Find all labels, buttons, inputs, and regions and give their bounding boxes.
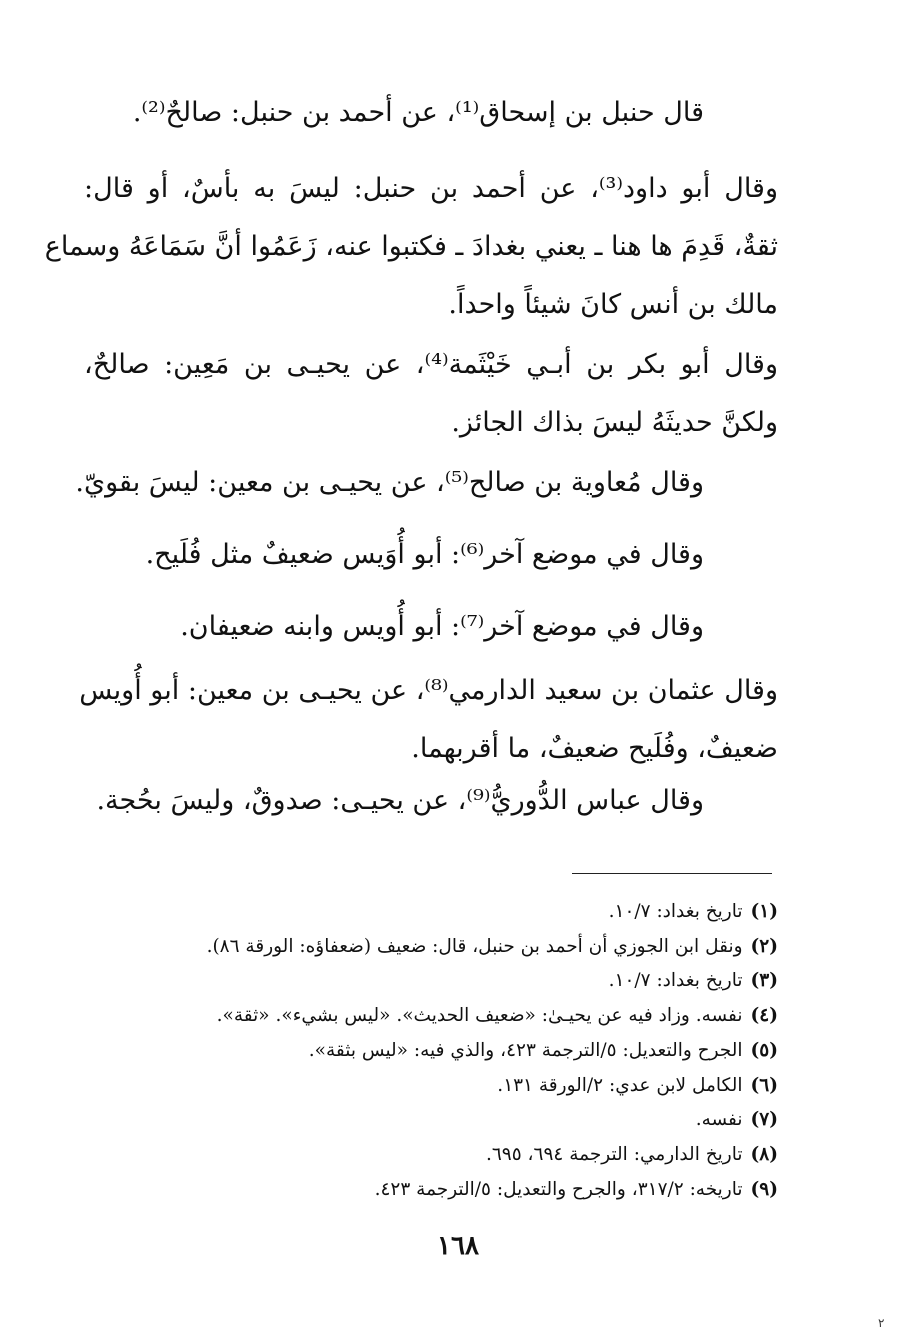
text-line: وقال أبو بكر بن أبـي خَيْثَمة⁽⁴⁾، عن يحيـى بن مَعِين: صالحٌ، [84, 349, 778, 380]
footnote-text: الكامل لابن عدي: ٢/الورقة ١٣١. [497, 1074, 743, 1096]
text-line: وقال عثمان بن سعيد الدارمي⁽⁸⁾، عن يحيـى بن معين: أبو أُويس [79, 675, 778, 706]
text-line: وقال أبو داود⁽³⁾، عن أحمد بن حنبل: ليسَ به بأسٌ، أو قال: [84, 173, 778, 204]
footnote-number: (٢) [750, 935, 778, 957]
text-line: ثقةٌ، قَدِمَ ها هنا ـ يعني بغدادَ ـ فكتبوا عنه، زَعَمُوا أنَّ سَمَاعَهُ وسماع [44, 231, 778, 262]
text-line: ضعيفٌ، وفُلَيح ضعيفٌ، ما أقربهما. [411, 733, 778, 764]
corner-mark: ٢ [878, 1316, 885, 1330]
footnote [207, 1173, 778, 1208]
footnote [207, 964, 778, 999]
footnote-text: ونقل ابن الجوزي أن أحمد بن حنبل، قال: ضعيف (ضعفاؤه: الورقة ٨٦). [206, 935, 743, 957]
footnote [207, 930, 778, 965]
paragraph [75, 454, 704, 512]
text-line: وقال في موضع آخر⁽⁶⁾: أبو أُوَيس ضعيفٌ مثل فُلَيح. [145, 539, 704, 570]
footnote-number: (١) [750, 901, 778, 922]
footnote-number: (٨) [750, 1143, 778, 1165]
footnote [207, 1034, 778, 1069]
footnote-number: (٧) [750, 1109, 778, 1131]
footnote-separator [572, 873, 772, 874]
text-line: قال حنبل بن إسحاق⁽¹⁾، عن أحمد بن حنبل: صالحٌ⁽²⁾. [132, 97, 704, 128]
text-line: وقال في موضع آخر⁽⁷⁾: أبو أُويس وابنه ضعيفان. [180, 611, 704, 642]
footnote [207, 1103, 778, 1138]
footnote-text: نفسه. [695, 1109, 743, 1131]
footnote [207, 999, 778, 1034]
text-line: وقال مُعاوية بن صالح⁽⁵⁾، عن يحيـى بن معين: ليسَ بقويّ. [75, 467, 704, 498]
page-number: ١٦٨ [437, 1231, 479, 1261]
paragraph [180, 598, 704, 656]
paragraph [84, 336, 778, 452]
text-line: مالك بن أنس كانَ شيئاً واحداً. [448, 289, 778, 320]
footnote-text: تاريخه: ٣١٧/٢، والجرح والتعديل: ٥/الترجمة ٤٢٣. [374, 1178, 743, 1200]
footnote-text: تاريخ بغداد: ١٠/٧. [608, 901, 743, 922]
paragraph [79, 662, 778, 778]
footnote [207, 1138, 778, 1173]
paragraph [133, 84, 704, 142]
footnote [207, 895, 778, 930]
footnote-text: تاريخ الدارمي: الترجمة ٦٩٤، ٦٩٥. [485, 1143, 743, 1165]
footnotes [207, 895, 778, 1207]
footnote-number: (٤) [750, 1005, 778, 1027]
footnote-text: الجرح والتعديل: ٥/الترجمة ٤٢٣، والذي فيه: «ليس بثقة». [308, 1039, 743, 1061]
footnote-number: (٣) [750, 970, 778, 992]
footnote-text: تاريخ بغداد: ١٠/٧. [608, 970, 743, 992]
text-line: وقال عباس الدُّوريُّ⁽⁹⁾، عن يحيـى: صدوقٌ، وليسَ بحُجة. [96, 785, 704, 816]
footnote-number: (٩) [750, 1178, 778, 1200]
footnote [207, 1069, 778, 1104]
footnote-number: (٥) [750, 1039, 778, 1061]
paragraph [44, 160, 778, 334]
paragraph [146, 526, 704, 584]
paragraph [96, 772, 704, 830]
footnote-number: (٦) [750, 1074, 778, 1096]
footnote-text: نفسه. وزاد فيه عن يحيـىٰ: «ضعيف الحديث». «ليس بشيء». «ثقة». [216, 1005, 743, 1027]
text-line: ولكنَّ حديثَهُ ليسَ بذاك الجائز. [451, 407, 778, 438]
